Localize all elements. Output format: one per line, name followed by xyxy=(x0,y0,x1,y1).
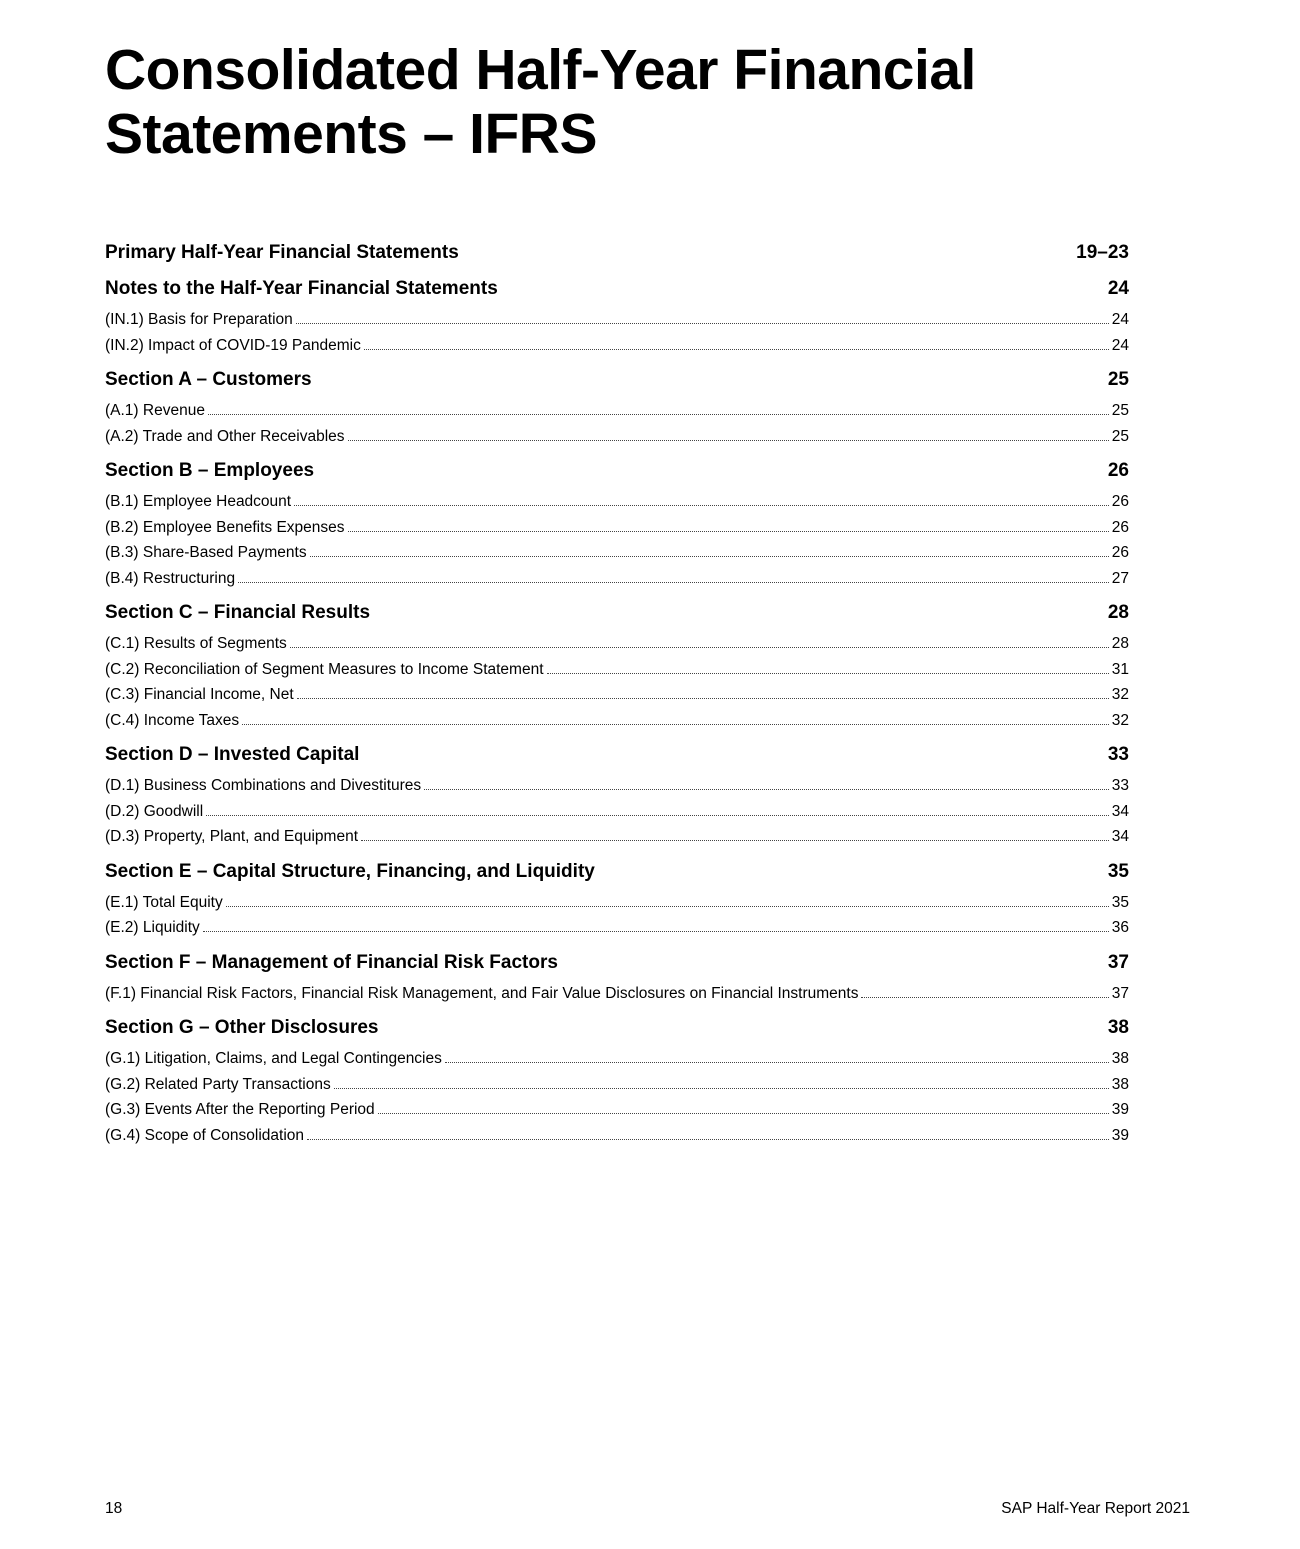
toc-dot-leader xyxy=(297,697,1109,699)
toc-entry-page: 31 xyxy=(1111,660,1129,678)
toc-entry[interactable] xyxy=(105,307,1129,333)
toc-entry-page: 36 xyxy=(1111,919,1129,936)
toc-dot-leader xyxy=(290,646,1109,648)
toc-entry-page: 24 xyxy=(1111,311,1129,328)
toc-entry-label: (D.3) Property, Plant, and Equipment xyxy=(105,828,359,845)
toc-entry-label: (D.1) Business Combinations and Divestitures xyxy=(105,777,422,794)
toc-dot-leader xyxy=(334,1087,1109,1089)
toc-entry[interactable] xyxy=(105,1072,1129,1098)
toc-dot-leader xyxy=(296,322,1109,324)
toc-entry[interactable] xyxy=(105,773,1129,799)
toc-section-page: 33 xyxy=(1107,744,1129,765)
toc-section-title: Section D – Invested Capital xyxy=(105,744,360,765)
toc-entry-page: 25 xyxy=(1111,402,1129,419)
toc-entry[interactable] xyxy=(105,799,1129,825)
toc-entry[interactable] xyxy=(105,398,1129,424)
footer-report-name: SAP Half-Year Report 2021 xyxy=(1001,1500,1190,1517)
toc-entry[interactable] xyxy=(105,682,1129,708)
toc-entry-page: 26 xyxy=(1111,544,1129,561)
toc-section-page: 38 xyxy=(1107,1017,1129,1038)
toc-dot-leader xyxy=(238,581,1109,583)
toc-section-title: Section F – Management of Financial Risk Factors xyxy=(105,951,558,973)
toc-entry-page: 38 xyxy=(1111,1075,1129,1093)
toc-entry-label: (G.1) Litigation, Claims, and Legal Contingencies xyxy=(105,1050,442,1067)
toc-entry-page: 32 xyxy=(1111,711,1129,729)
toc-section-heading[interactable] xyxy=(105,1015,1129,1041)
toc-section-page: 24 xyxy=(1107,278,1129,299)
toc-section-heading[interactable] xyxy=(105,950,1129,976)
toc-section-heading[interactable] xyxy=(105,276,1129,302)
toc-section-page: 26 xyxy=(1107,460,1129,481)
toc-dot-leader xyxy=(226,905,1109,907)
toc-dot-leader xyxy=(206,814,1109,816)
toc-section-heading[interactable] xyxy=(105,458,1129,484)
toc-dot-leader xyxy=(361,839,1109,841)
toc-section-heading[interactable] xyxy=(105,859,1129,885)
toc-entry-page: 27 xyxy=(1111,569,1129,587)
toc-entry-label: (IN.2) Impact of COVID-19 Pandemic xyxy=(105,336,361,354)
footer-page-number: 18 xyxy=(105,1500,123,1517)
table-of-contents xyxy=(105,240,1129,1148)
toc-entry-label: (B.4) Restructuring xyxy=(105,569,236,587)
toc-entry-label: (G.4) Scope of Consolidation xyxy=(105,1126,305,1144)
toc-section-page: 35 xyxy=(1107,860,1129,882)
toc-entry-page: 33 xyxy=(1111,777,1129,794)
toc-entry[interactable] xyxy=(105,540,1129,566)
toc-entry-label: (A.1) Revenue xyxy=(105,402,205,419)
toc-entry[interactable] xyxy=(105,515,1129,541)
toc-entry[interactable] xyxy=(105,424,1129,450)
toc-entry-label: (B.1) Employee Headcount xyxy=(105,493,292,510)
toc-section-title: Primary Half-Year Financial Statements xyxy=(105,242,459,263)
toc-entry-page: 32 xyxy=(1111,686,1129,703)
toc-section-title: Section C – Financial Results xyxy=(105,602,371,623)
toc-entry-page: 26 xyxy=(1111,518,1129,536)
toc-entry-label: (G.3) Events After the Reporting Period xyxy=(105,1101,375,1118)
toc-dot-leader xyxy=(208,413,1109,415)
toc-dot-leader xyxy=(378,1112,1109,1114)
toc-entry-label: (E.1) Total Equity xyxy=(105,893,223,911)
toc-dot-leader xyxy=(294,504,1109,506)
toc-entry[interactable] xyxy=(105,824,1129,850)
toc-entry[interactable] xyxy=(105,333,1129,359)
toc-section-title: Section E – Capital Structure, Financing, and Liquidity xyxy=(105,860,595,882)
toc-section-title: Section A – Customers xyxy=(105,369,312,390)
toc-entry-page: 37 xyxy=(1111,984,1129,1002)
toc-entry[interactable] xyxy=(105,657,1129,683)
toc-entry-label: (F.1) Financial Risk Factors, Financial Risk Management, and Fair Value Disclosures on Financial Instruments xyxy=(105,984,859,1002)
toc-entry[interactable] xyxy=(105,631,1129,657)
toc-entry[interactable] xyxy=(105,915,1129,941)
toc-dot-leader xyxy=(348,439,1109,441)
toc-entry-label: (D.2) Goodwill xyxy=(105,802,204,820)
toc-entry[interactable] xyxy=(105,1097,1129,1123)
toc-entry-label: (A.2) Trade and Other Receivables xyxy=(105,427,345,445)
toc-entry[interactable] xyxy=(105,566,1129,592)
toc-section-heading[interactable] xyxy=(105,367,1129,393)
toc-entry-page: 25 xyxy=(1111,427,1129,445)
toc-section-title: Section G – Other Disclosures xyxy=(105,1017,379,1038)
toc-dot-leader xyxy=(861,996,1108,998)
toc-section-title: Section B – Employees xyxy=(105,460,315,481)
toc-entry[interactable] xyxy=(105,1123,1129,1149)
toc-entry-page: 26 xyxy=(1111,493,1129,510)
toc-entry-label: (C.1) Results of Segments xyxy=(105,635,287,652)
toc-dot-leader xyxy=(242,723,1109,725)
toc-entry[interactable] xyxy=(105,489,1129,515)
toc-entry[interactable] xyxy=(105,890,1129,916)
toc-dot-leader xyxy=(307,1138,1109,1140)
toc-section-page: 19–23 xyxy=(1076,242,1129,263)
toc-entry[interactable] xyxy=(105,708,1129,734)
toc-entry-label: (C.2) Reconciliation of Segment Measures to Income Statement xyxy=(105,660,544,678)
toc-entry[interactable] xyxy=(105,981,1129,1007)
toc-entry-label: (B.3) Share-Based Payments xyxy=(105,544,307,561)
toc-entry-label: (C.4) Income Taxes xyxy=(105,711,240,729)
toc-entry-page: 28 xyxy=(1111,635,1129,652)
toc-entry-page: 35 xyxy=(1111,893,1129,911)
toc-dot-leader xyxy=(547,672,1109,674)
toc-entry[interactable] xyxy=(105,1046,1129,1072)
toc-entry-label: (C.3) Financial Income, Net xyxy=(105,686,294,703)
toc-dot-leader xyxy=(424,788,1109,790)
toc-section-page: 28 xyxy=(1107,602,1129,623)
toc-entry-label: (IN.1) Basis for Preparation xyxy=(105,311,293,328)
toc-dot-leader xyxy=(310,555,1109,557)
toc-dot-leader xyxy=(445,1061,1109,1063)
toc-section-page: 37 xyxy=(1107,951,1129,973)
page-title: Consolidated Half-Year Financial Statements – IFRS xyxy=(105,38,976,166)
toc-entry-page: 39 xyxy=(1111,1101,1129,1118)
toc-section-heading[interactable] xyxy=(105,742,1129,768)
toc-section-heading[interactable] xyxy=(105,600,1129,626)
toc-entry-label: (B.2) Employee Benefits Expenses xyxy=(105,518,345,536)
toc-entry-label: (E.2) Liquidity xyxy=(105,919,200,936)
toc-section-title: Notes to the Half-Year Financial Statements xyxy=(105,278,498,299)
toc-dot-leader xyxy=(364,348,1109,350)
toc-entry-label: (G.2) Related Party Transactions xyxy=(105,1075,331,1093)
toc-dot-leader xyxy=(203,930,1109,932)
toc-section-heading[interactable] xyxy=(105,240,1129,266)
toc-entry-page: 38 xyxy=(1111,1050,1129,1067)
toc-section-page: 25 xyxy=(1107,369,1129,390)
toc-entry-page: 34 xyxy=(1111,828,1129,845)
toc-entry-page: 39 xyxy=(1111,1126,1129,1144)
toc-dot-leader xyxy=(348,530,1109,532)
toc-entry-page: 24 xyxy=(1111,336,1129,354)
toc-entry-page: 34 xyxy=(1111,802,1129,820)
